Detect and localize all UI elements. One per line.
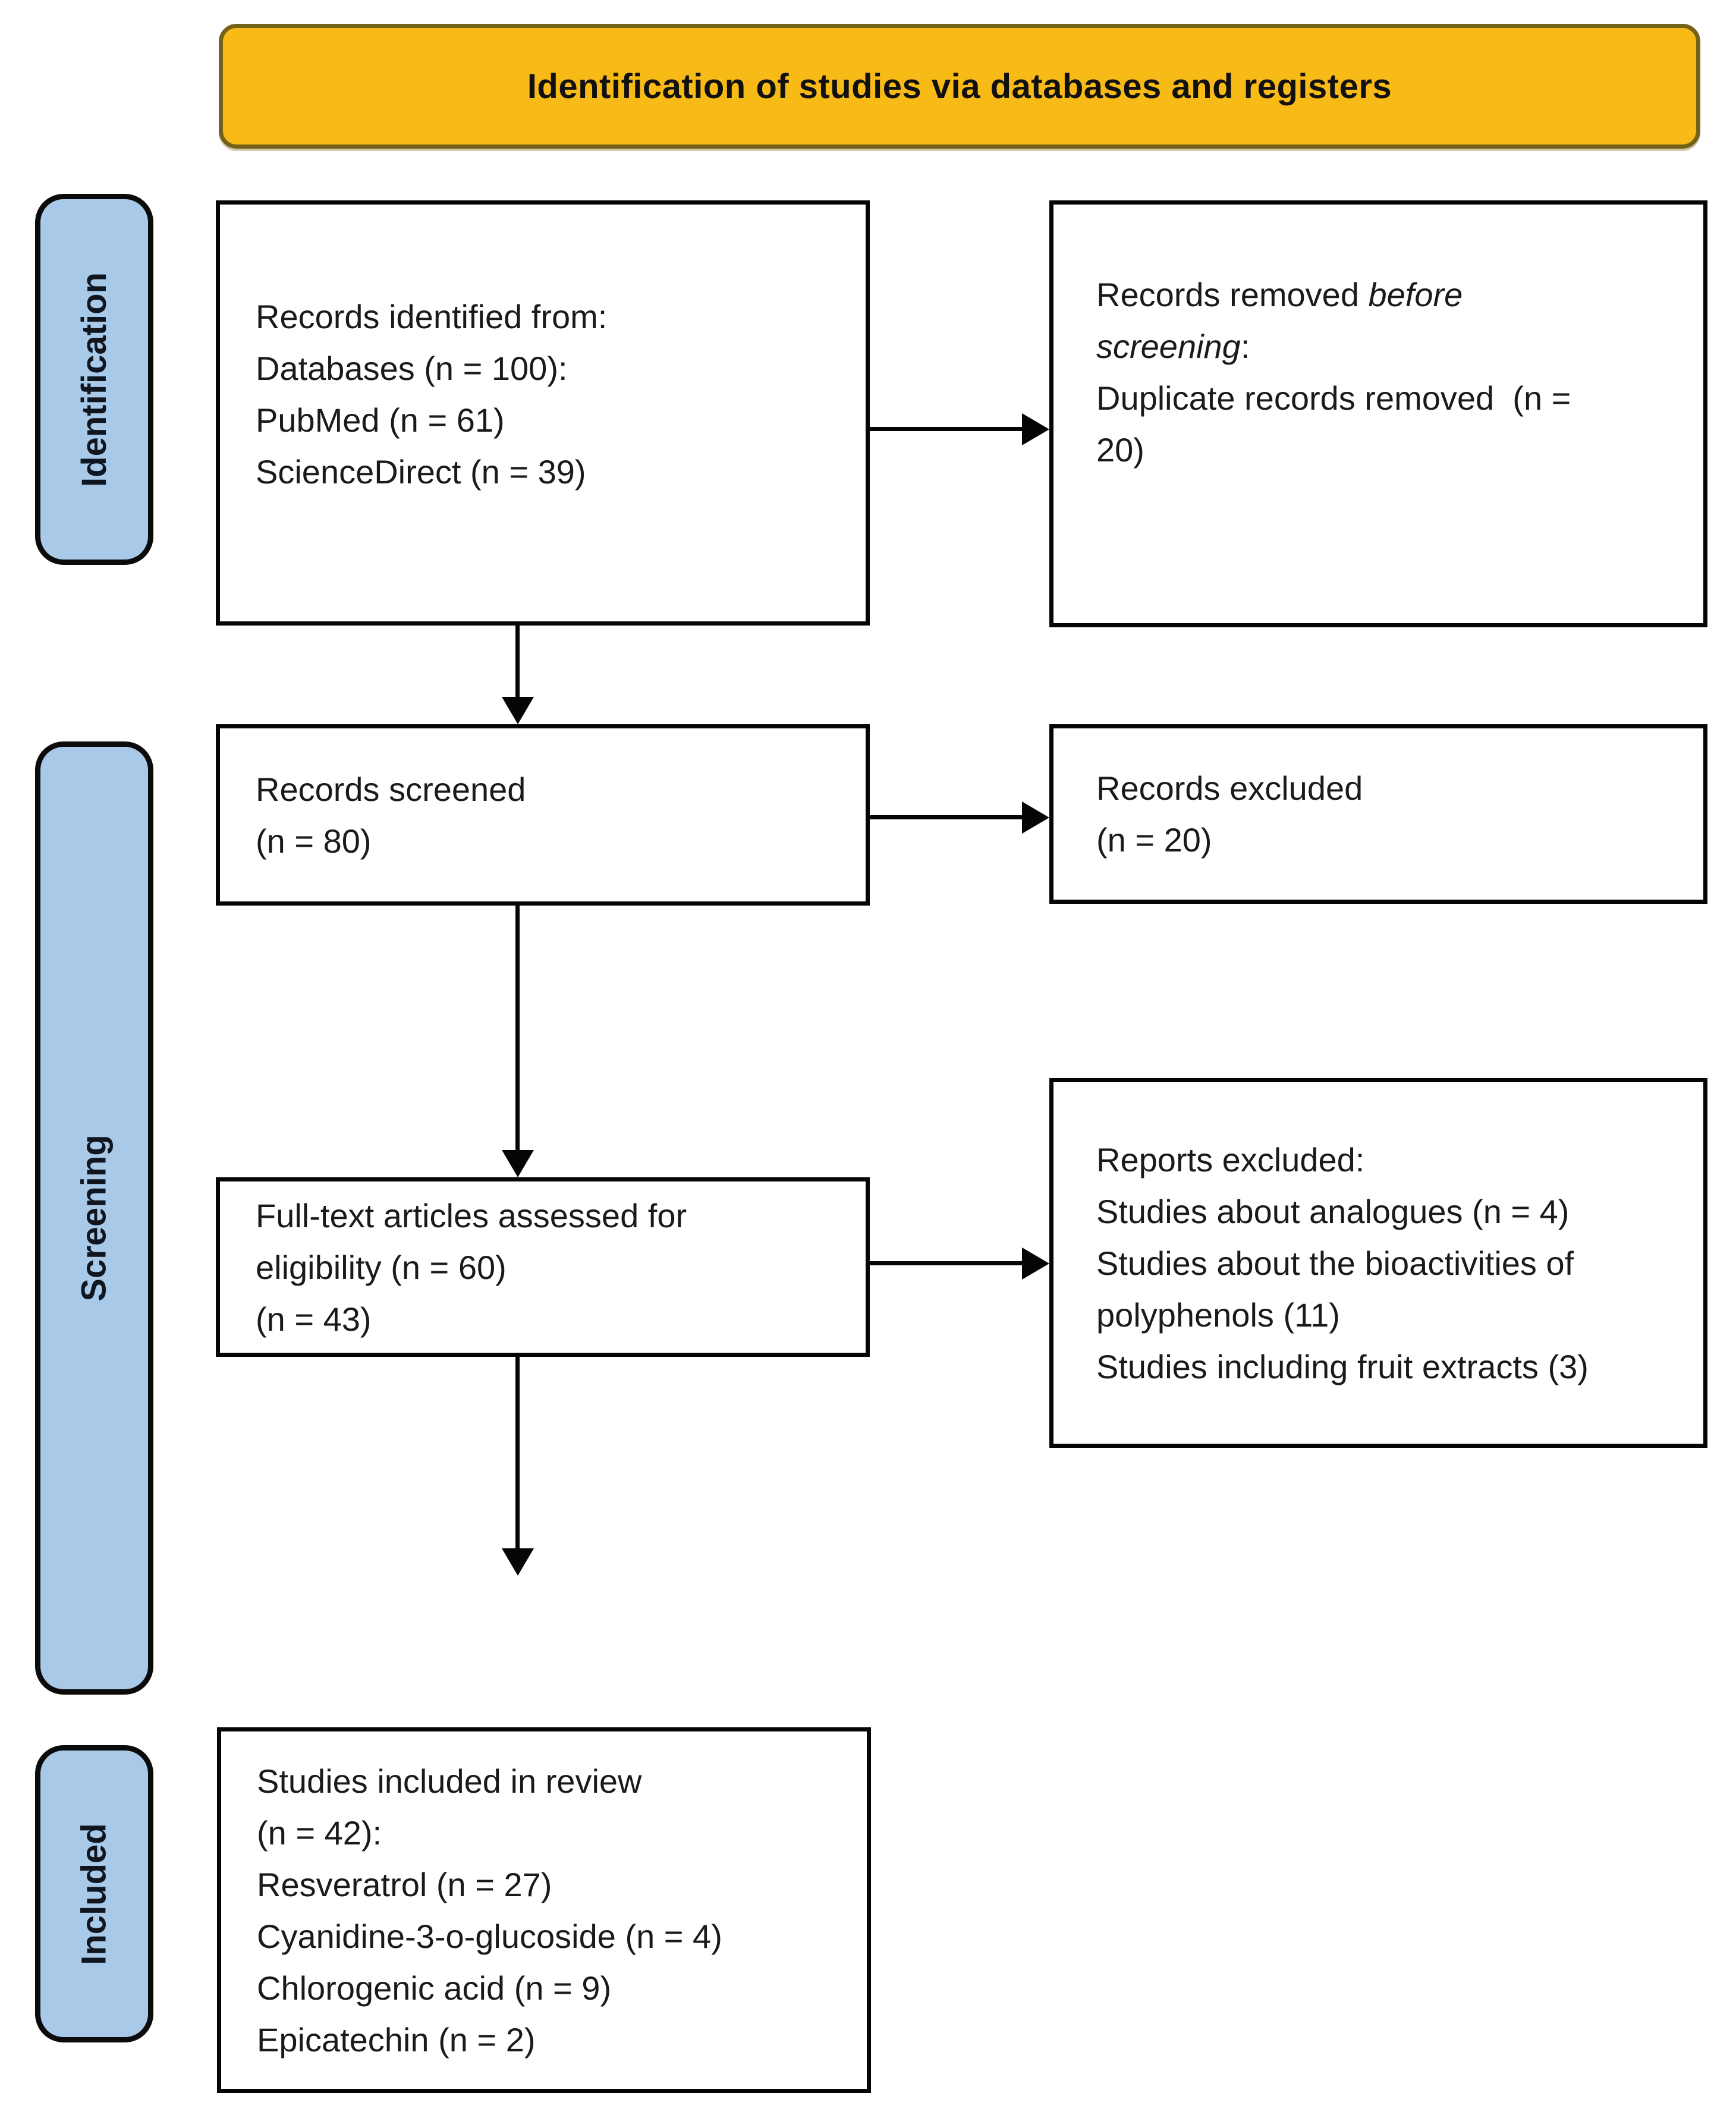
text-line: Full-text articles assessed for [256,1196,687,1234]
stage-label-identification-text: Identification [75,272,114,487]
text-line: Studies including fruit extracts (3) [1096,1347,1589,1385]
text-line: Records excluded [1096,769,1363,807]
arrow-head-right-icon [1022,413,1049,445]
text-line: Cyanidine-3-o-glucoside (n = 4) [257,1917,722,1955]
text-line: Studies about analogues (n = 4) [1096,1192,1570,1230]
box-studies-included [217,1727,871,2093]
arrow-line [515,626,520,698]
text-line: PubMed (n = 61) [256,401,505,439]
title-banner [219,24,1700,149]
arrow-line [515,1357,520,1549]
text-line: Studies about the bioactivities of [1096,1244,1574,1282]
text-line: screening: [1096,328,1250,365]
text-line: eligibility (n = 60) [256,1248,507,1286]
text-line: ScienceDirect (n = 39) [256,453,586,491]
arrow-head-down-icon [502,1548,534,1576]
text-line: Records removed before [1096,276,1463,313]
text-line: 20) [1096,431,1144,469]
text-line: Studies included in review [257,1762,642,1800]
arrow-head-down-icon [502,1150,534,1177]
text-line: (n = 43) [256,1300,372,1338]
arrow-head-right-icon [1022,802,1049,834]
text-line: Records screened [256,770,526,808]
arrow-line [515,906,520,1151]
stage-label-screening-text: Screening [75,1135,114,1302]
arrow-line [870,1261,1023,1265]
stage-label-included [35,1745,153,2042]
box-reports-excluded [1049,1078,1707,1448]
box-records-excluded [1049,724,1707,904]
text-line: (n = 42): [257,1814,382,1852]
box-records-identified [216,200,870,626]
box-records-screened [216,724,870,906]
box-records-removed [1049,200,1707,627]
arrow-head-right-icon [1022,1247,1049,1280]
text-line: Records identified from: [256,298,608,335]
text-line: (n = 20) [1096,821,1212,859]
box-fulltext-assessed [216,1177,870,1357]
stage-label-included-text: Included [75,1822,114,1965]
text-line: (n = 80) [256,822,372,860]
text-line: Chlorogenic acid (n = 9) [257,1969,612,2007]
text-line: Duplicate records removed (n = [1096,379,1571,417]
arrow-line [870,427,1023,431]
arrow-line [870,815,1023,819]
stage-label-identification [35,194,153,565]
text-line: Databases (n = 100): [256,350,568,387]
text-line: Reports excluded: [1096,1140,1365,1179]
text-line: polyphenols (11) [1096,1296,1340,1334]
arrow-head-down-icon [502,697,534,724]
title-banner-label: Identification of studies via databases and registers [527,67,1392,106]
text-line: Epicatechin (n = 2) [257,2020,536,2059]
text-line: Resveratrol (n = 27) [257,1865,552,1903]
stage-label-screening [35,741,153,1695]
